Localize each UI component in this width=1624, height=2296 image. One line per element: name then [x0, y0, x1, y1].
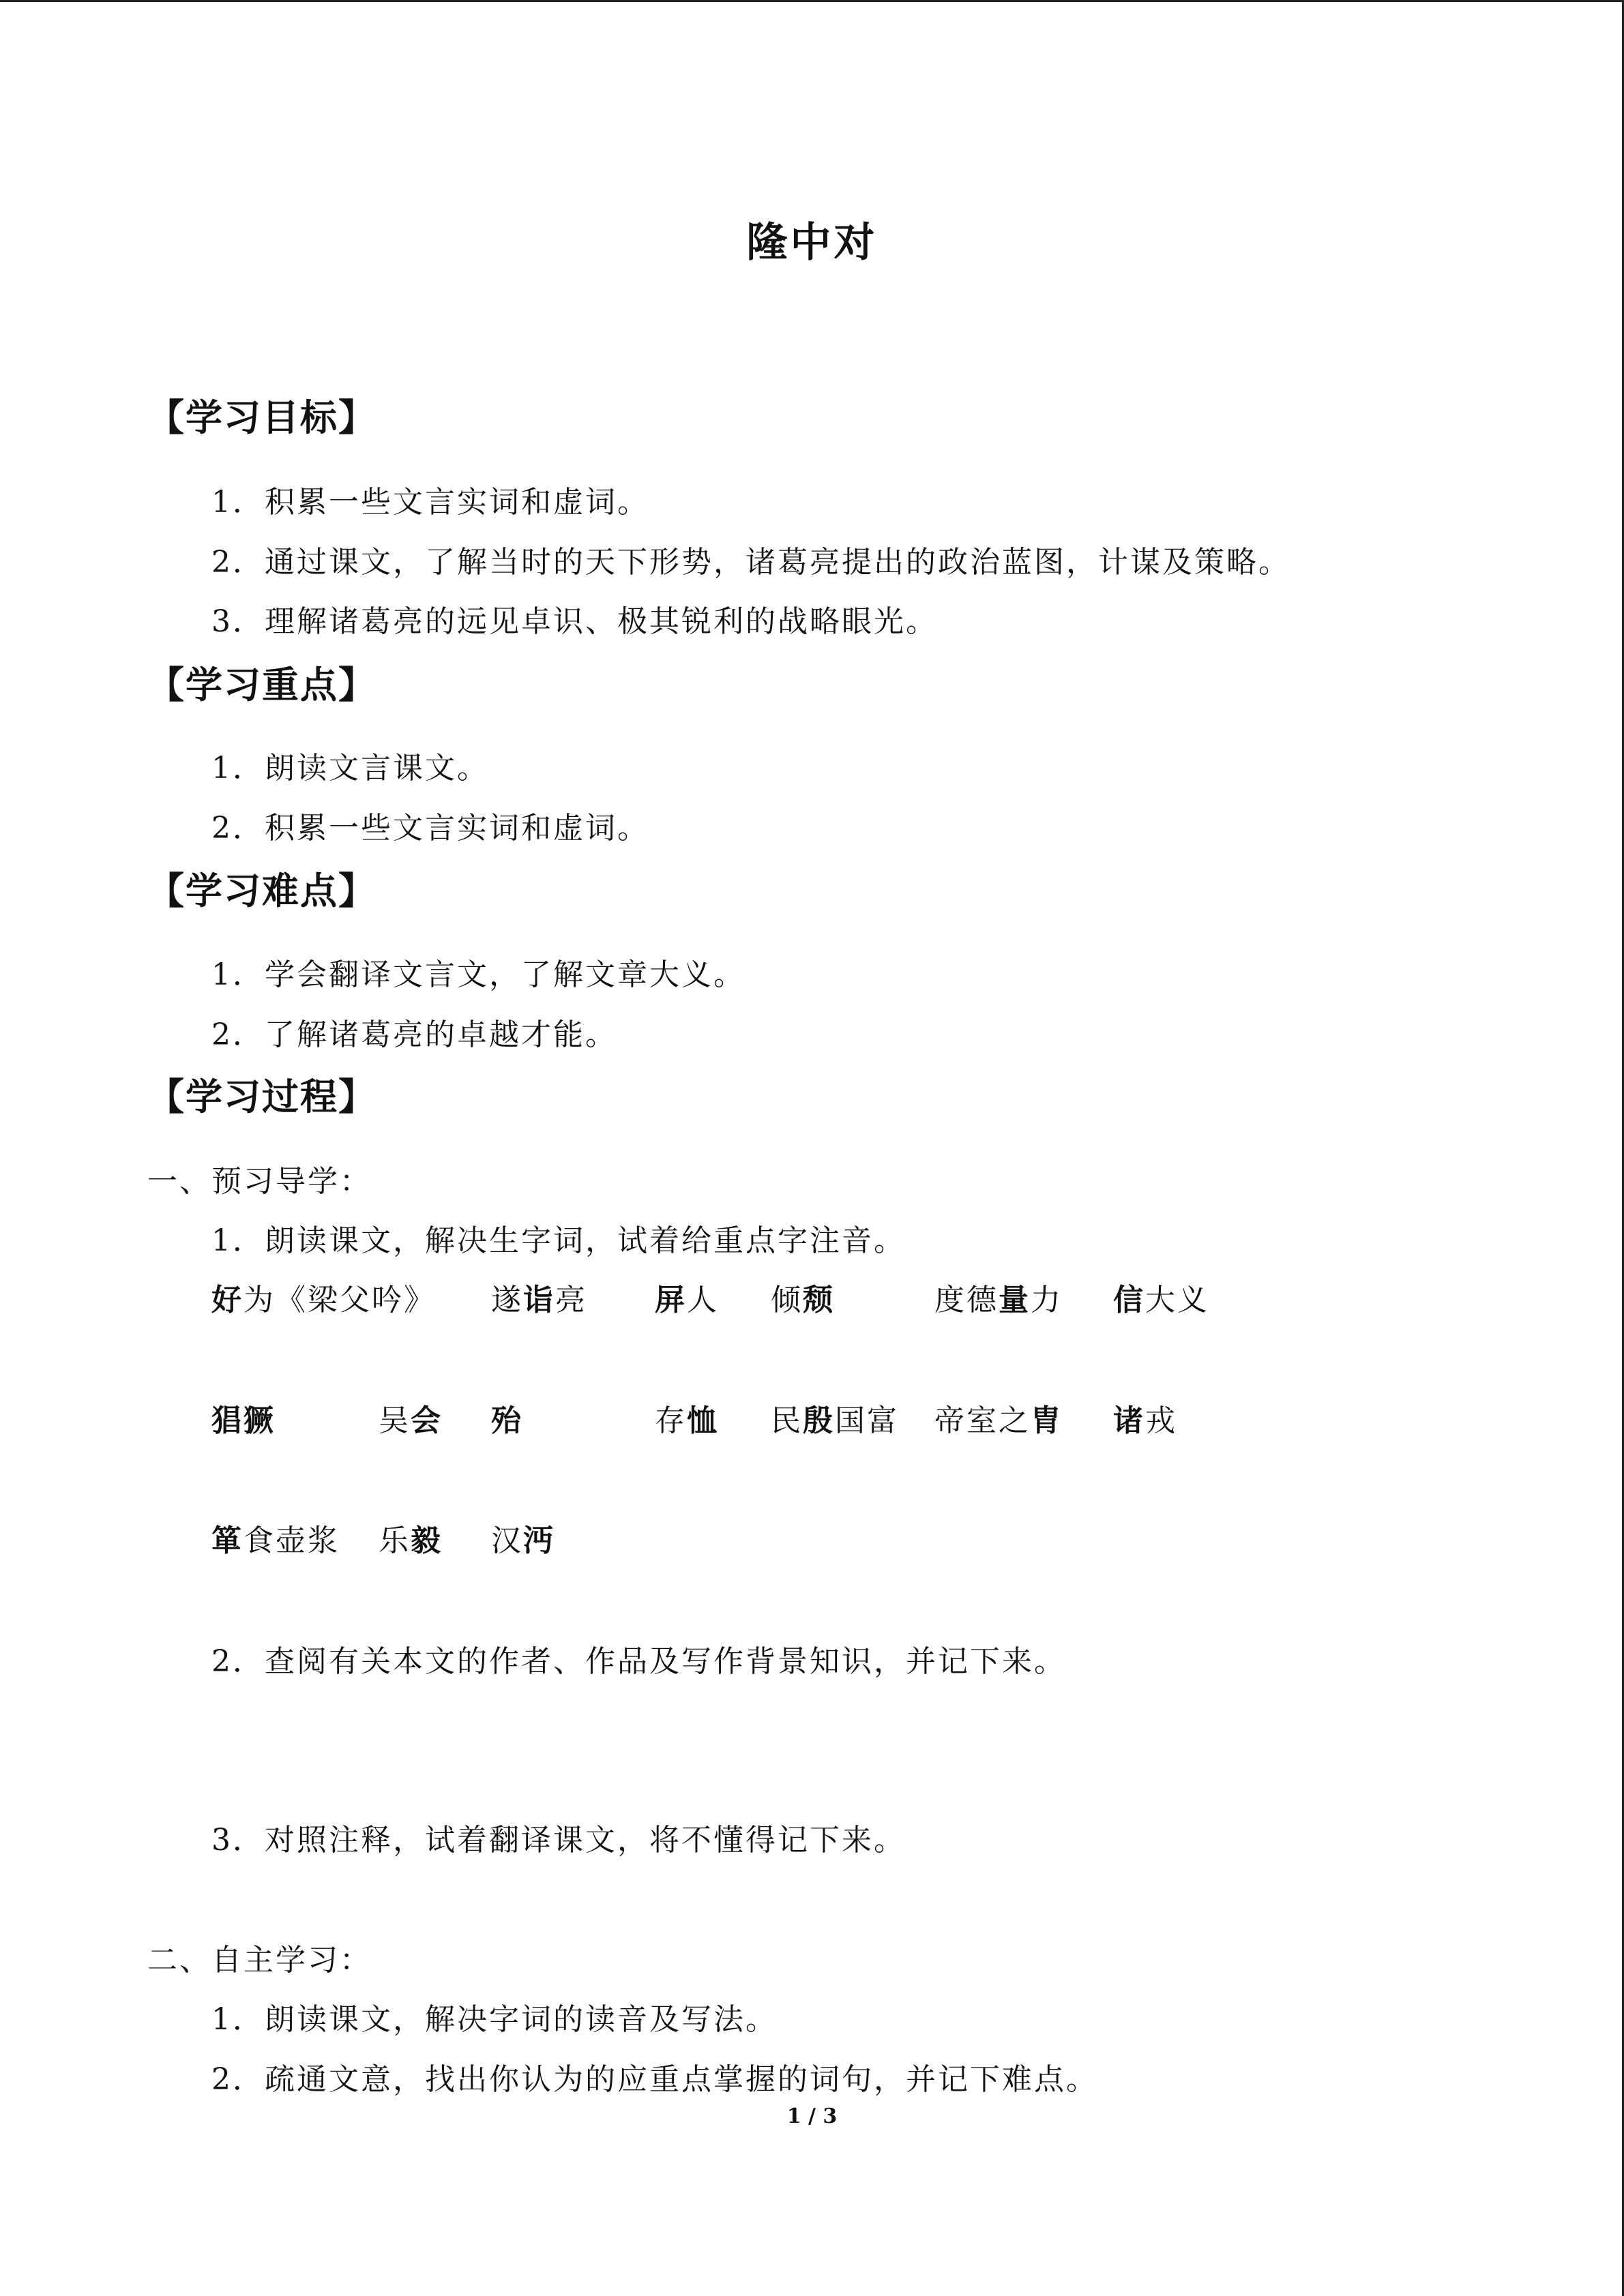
self-study-step2: 2．疏通文意，找出你认为的应重点掌握的词句，并记下难点。: [211, 2062, 1098, 2097]
page-title: 隆中对: [746, 219, 878, 267]
vocab-row-1: [0, 1275, 1624, 1323]
difficulty-item: 1．学会翻译文言文，了解文章大义。: [211, 957, 745, 992]
self-study-step1: 1．朗读课文，解决字词的读音及写法。: [211, 2002, 778, 2037]
objective-item: 3．理解诸葛亮的远见卓识、极其锐利的战略眼光。: [211, 604, 938, 639]
objectives-heading: 【学习目标】: [147, 396, 377, 439]
vocab-word: 箪食壶浆: [211, 1523, 340, 1558]
key-point-item: 1．朗读文言课文。: [211, 751, 489, 786]
vocab-word: 遂诣亮: [491, 1283, 587, 1317]
vocab-word: 吴会: [379, 1403, 443, 1438]
process-heading: 【学习过程】: [147, 1075, 377, 1118]
vocab-word: 屏人: [655, 1283, 719, 1317]
top-border: [0, 0, 1624, 2]
vocab-word: 汉沔: [491, 1523, 555, 1558]
self-study-label: 二、自主学习：: [147, 1943, 372, 1978]
vocab-word: 度德量力: [934, 1283, 1063, 1317]
difficulty-item: 2．了解诸葛亮的卓越才能。: [211, 1017, 617, 1052]
vocab-word: 乐毅: [379, 1523, 443, 1558]
key-points-heading: 【学习重点】: [147, 664, 377, 706]
preview-step3: 3．对照注释，试着翻译课文，将不懂得记下来。: [211, 1823, 906, 1858]
objective-item: 2．通过课文，了解当时的天下形势，诸葛亮提出的政治蓝图，计谋及策略。: [211, 545, 1290, 580]
vocab-word: 好为《梁父吟》: [211, 1283, 436, 1317]
vocab-word: 帝室之胄: [934, 1403, 1063, 1438]
vocab-word: 存恤: [655, 1403, 719, 1438]
page-number: 1 / 3: [786, 2104, 838, 2128]
vocab-row-3: [0, 1516, 1624, 1564]
key-point-item: 2．积累一些文言实词和虚词。: [211, 811, 649, 846]
difficulties-heading: 【学习难点】: [147, 869, 377, 912]
preview-step2: 2．查阅有关本文的作者、作品及写作背景知识，并记下来。: [211, 1644, 1066, 1679]
vocab-word: 民殷国富: [771, 1403, 899, 1438]
vocab-word: 殆: [491, 1403, 523, 1438]
preview-label: 一、预习导学：: [147, 1164, 372, 1199]
objective-item: 1．积累一些文言实词和虚词。: [211, 485, 649, 520]
vocab-row-2: [0, 1396, 1624, 1444]
preview-step1: 1．朗读课文，解决生字词，试着给重点字注音。: [211, 1223, 906, 1258]
vocab-word: 倾颓: [771, 1283, 835, 1317]
vocab-word: 信大义: [1113, 1283, 1209, 1317]
vocab-word: 猖獗: [211, 1403, 276, 1438]
vocab-word: 诸戎: [1113, 1403, 1177, 1438]
